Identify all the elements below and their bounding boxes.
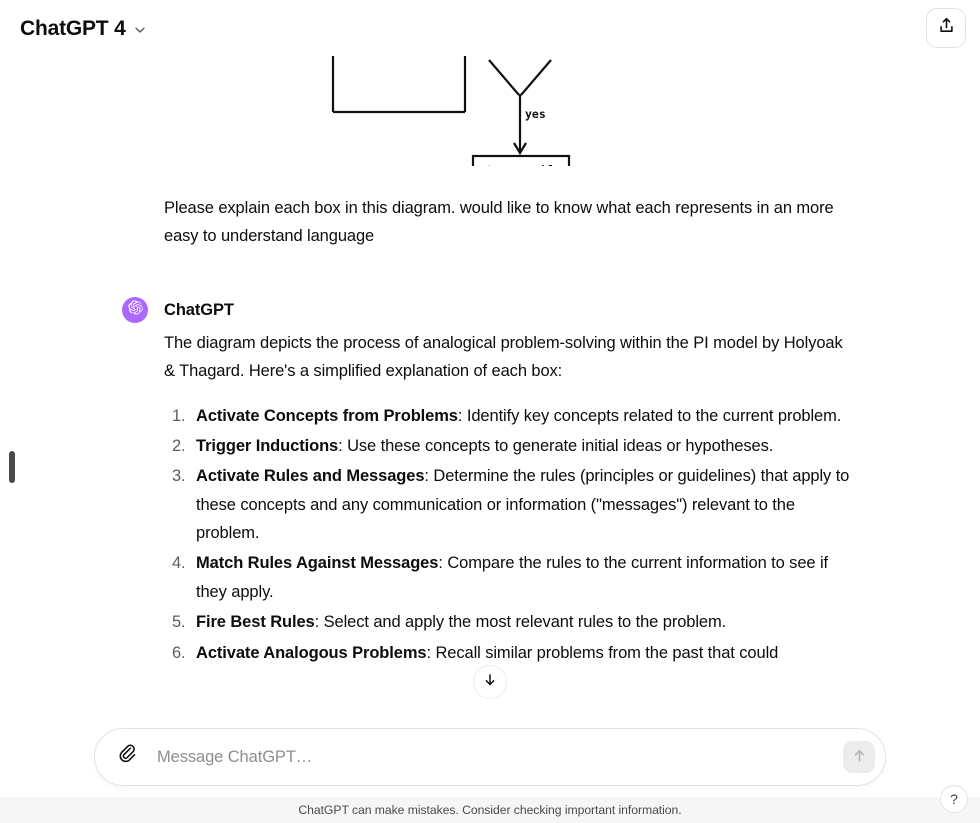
list-item-term: Activate Rules and Messages [196,467,425,486]
scrollbar-thumb[interactable] [9,451,15,483]
list-item-definition: Identify key concepts related to the current problem. [466,406,842,425]
list-item [190,402,858,430]
attach-file-button[interactable] [111,741,143,773]
openai-logo-icon [127,299,144,321]
conversation-thread [106,56,874,667]
list-item [190,639,858,667]
diagram-yes-label: yes [525,107,546,121]
list-item-separator: : [426,643,436,662]
list-item-definition: Compare the rules to the current information to see if they apply. [196,554,829,601]
user-message: Please explain each box in this diagram. would like to know what each represents in an more easy to understand language [164,199,834,246]
list-item-term: Fire Best Rules [196,613,315,632]
list-item-definition: Determine the rules (principles or guidelines) that apply to these concepts and any communication or information ("messages") relevant to the problem. [196,467,850,542]
paperclip-icon [117,744,138,770]
list-item-separator: : [338,436,348,455]
list-item-term: Match Rules Against Messages [196,554,439,573]
help-button[interactable]: ? [940,785,968,813]
list-item-separator: : [314,613,324,632]
message-input[interactable] [143,748,843,767]
attached-diagram-image[interactable]: yes store problem solutions [122,56,858,166]
list-item-separator: : [457,406,467,425]
list-item-definition: Use these concepts to generate initial ideas or hypotheses. [347,436,774,455]
list-item-definition: Select and apply the most relevant rules to the problem. [323,613,727,632]
assistant-name-label: ChatGPT [164,300,234,319]
list-item-definition: Recall similar problems from the past that could [435,643,779,662]
assistant-answer-list [164,402,858,667]
conversation-scroll-region[interactable] [0,56,980,728]
list-item [190,462,858,547]
list-item-term: Activate Analogous Problems [196,643,427,662]
list-item-separator: : [424,467,434,486]
arrow-up-icon [851,747,868,767]
assistant-message [122,297,858,667]
share-upload-icon [937,16,956,40]
list-item [190,432,858,460]
diagram-store-line1: store problem [479,163,570,177]
share-button[interactable] [926,8,966,48]
avatar [122,297,148,323]
list-item [190,549,858,606]
chevron-down-icon [133,23,147,37]
model-switcher-button[interactable] [20,14,155,43]
send-message-button[interactable] [843,741,875,773]
message-composer[interactable] [94,728,886,786]
list-item [190,608,858,636]
list-item-term: Activate Concepts from Problems [196,406,458,425]
footer-bar [0,797,980,823]
arrow-down-icon [482,672,498,693]
assistant-intro-paragraph: The diagram depicts the process of analogical problem-solving within the PI model by Holyoak & Thagard. Here's a simplified explanation of each box: [164,333,843,381]
model-name-label: ChatGPT 4 [20,16,126,40]
list-item-separator: : [438,554,448,573]
disclaimer-text: ChatGPT can make mistakes. Consider checking important information. [298,803,682,817]
top-bar [0,0,980,56]
scroll-to-bottom-button[interactable] [473,665,507,699]
content-fade-mask [0,702,980,728]
list-item-term: Trigger Inductions [196,436,339,455]
